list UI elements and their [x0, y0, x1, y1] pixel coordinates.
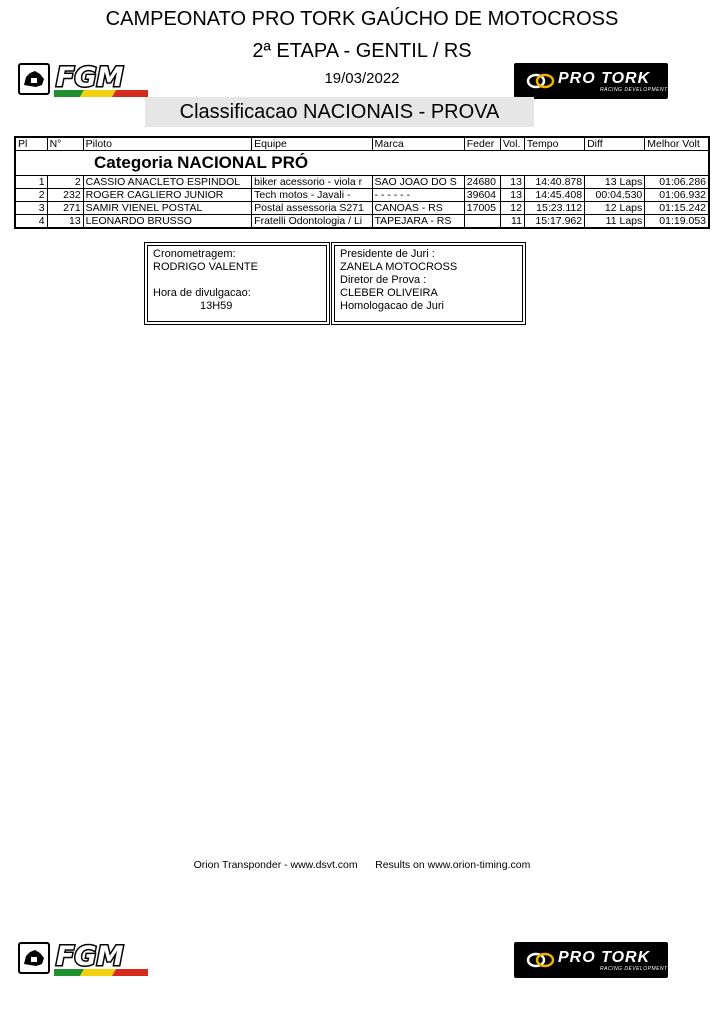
cell-number: 271: [47, 202, 83, 215]
cell-tempo: 15:17.962: [524, 215, 584, 229]
event-date: 19/03/2022: [324, 70, 400, 87]
category-title: Categoria NACIONAL PRÓ: [94, 153, 309, 172]
fgm-flag-stripe: [54, 969, 148, 976]
fgm-seal-icon: [18, 63, 50, 95]
table-row: [15, 215, 709, 229]
cell-pl: 1: [15, 176, 47, 189]
fgm-seal-icon: [18, 942, 50, 974]
svg-text:FGM: FGM: [56, 942, 124, 968]
header-number: N°: [47, 137, 83, 151]
header-feder: Feder: [464, 137, 500, 151]
cell-melhor-volta: 01:06.286: [645, 176, 709, 189]
presidente-juri-label: Presidente de Juri :: [340, 248, 435, 260]
protork-subtitle-text: RACING DEVELOPMENT: [600, 966, 668, 972]
cell-number: 2: [47, 176, 83, 189]
cell-melhor-volta: 01:06.932: [645, 189, 709, 202]
header-tempo: Tempo: [524, 137, 584, 151]
diretor-prova-label: Diretor de Prova :: [340, 274, 427, 286]
cell-voltas: 13: [500, 176, 524, 189]
cell-feder: 17005: [464, 202, 500, 215]
fgm-logo-bottom: [18, 942, 150, 976]
cell-voltas: 13: [500, 189, 524, 202]
cell-piloto: SAMIR VIENEL POSTAL: [83, 202, 251, 215]
protork-swoosh-icon: [526, 72, 556, 90]
hora-divulgacao-label: Hora de divulgacao:: [153, 287, 251, 299]
table-row: [15, 176, 709, 189]
diretor-prova-value: CLEBER OLIVEIRA: [340, 287, 438, 299]
classification-title: Classificacao NACIONAIS - PROVA: [145, 97, 534, 127]
fgm-logo: [18, 63, 150, 97]
cell-number: 232: [47, 189, 83, 202]
category-row: [15, 151, 709, 176]
hora-divulgacao-value: 13H59: [200, 300, 233, 312]
cell-equipe: Postal assessoria S271: [252, 202, 372, 215]
cronometragem-label: Cronometragem:: [153, 248, 236, 260]
cell-pl: 4: [15, 215, 47, 229]
table-row: [15, 189, 709, 202]
cell-feder: [464, 215, 500, 229]
cell-equipe: Fratelli Odontologia / Li: [252, 215, 372, 229]
svg-text:FGM: FGM: [56, 63, 124, 89]
page-subtitle: 2ª ETAPA - GENTIL / RS: [252, 40, 472, 62]
protork-swoosh-icon: [526, 951, 556, 969]
cell-tempo: 15:23.112: [524, 202, 584, 215]
cell-tempo: 14:45.408: [524, 189, 584, 202]
page-title: CAMPEONATO PRO TORK GAÚCHO DE MOTOCROSS: [105, 8, 619, 30]
footer-credits: Orion Transponder - www.dsvt.com Results on www.orion-timing.com: [193, 859, 531, 871]
cell-marca: - - - - - -: [372, 189, 464, 202]
cell-piloto: ROGER CAGLIERO JUNIOR: [83, 189, 251, 202]
header-melhor-volta: Melhor Volt: [645, 137, 709, 151]
presidente-juri-value: ZANELA MOTOCROSS: [340, 261, 458, 273]
header-diff: Diff: [585, 137, 645, 151]
cell-diff: 12 Laps: [585, 202, 645, 215]
cronometragem-box: [144, 242, 330, 325]
cell-voltas: 11: [500, 215, 524, 229]
cell-piloto: LEONARDO BRUSSO: [83, 215, 251, 229]
fgm-flag-stripe: [54, 90, 148, 97]
fgm-brand-mark: [54, 63, 148, 89]
table-header-row: [15, 137, 709, 151]
header-marca: Marca: [372, 137, 464, 151]
cell-pl: 2: [15, 189, 47, 202]
cell-marca: CANOAS - RS: [372, 202, 464, 215]
results-table: [14, 136, 710, 229]
protork-subtitle-text: RACING DEVELOPMENT: [600, 87, 668, 93]
cell-marca: TAPEJARA - RS: [372, 215, 464, 229]
protork-brand-text: PRO TORK: [558, 949, 651, 966]
cell-diff: 00:04.530: [585, 189, 645, 202]
header-pl: Pl: [15, 137, 47, 151]
cell-equipe: Tech motos - Javali -: [252, 189, 372, 202]
cell-number: 13: [47, 215, 83, 229]
header-equipe: Equipe: [252, 137, 372, 151]
juri-box: [331, 242, 526, 325]
homologacao-juri-label: Homologacao de Juri: [340, 300, 444, 312]
cell-piloto: CASSIO ANACLETO ESPINDOL: [83, 176, 251, 189]
cell-feder: 39604: [464, 189, 500, 202]
cell-feder: 24680: [464, 176, 500, 189]
cronometragem-name: RODRIGO VALENTE: [153, 261, 258, 273]
cell-melhor-volta: 01:15.242: [645, 202, 709, 215]
protork-logo-bottom: [514, 942, 668, 978]
header-voltas: Vol.: [500, 137, 524, 151]
cell-diff: 13 Laps: [585, 176, 645, 189]
table-row: [15, 202, 709, 215]
header-piloto: Piloto: [83, 137, 251, 151]
cell-equipe: biker acessorio - viola r: [252, 176, 372, 189]
cell-diff: 11 Laps: [585, 215, 645, 229]
protork-logo: [514, 63, 668, 99]
cell-melhor-volta: 01:19.053: [645, 215, 709, 229]
cell-pl: 3: [15, 202, 47, 215]
protork-brand-text: PRO TORK: [558, 70, 651, 87]
cell-tempo: 14:40.878: [524, 176, 584, 189]
fgm-brand-mark: [54, 942, 148, 968]
cell-marca: SAO JOAO DO S: [372, 176, 464, 189]
cell-voltas: 12: [500, 202, 524, 215]
